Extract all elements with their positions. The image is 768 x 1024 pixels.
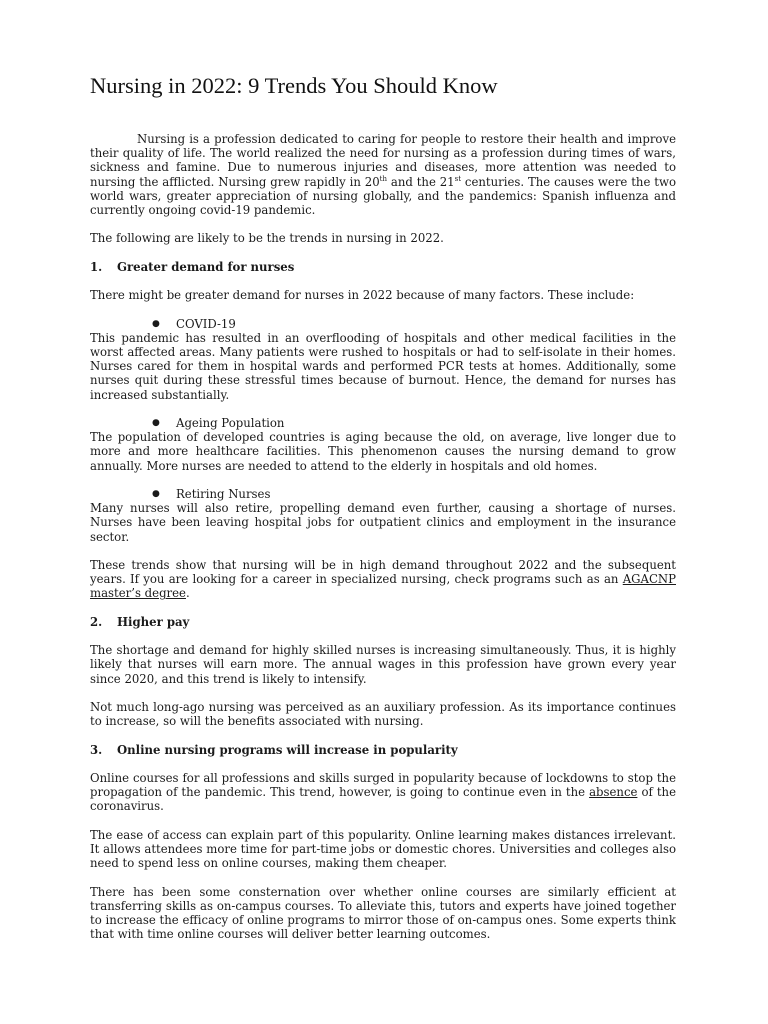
absence-link[interactable]: absence: [589, 785, 638, 800]
section-heading-1: 1. Greater demand for nurses: [90, 259, 295, 274]
section-1-conclusion: These trends show that nursing will be in high demand throughout 2022 and the subsequent years. If you are looking for a career in specialized nursing, check programs such as an AGACNP master’s degree.: [90, 557, 676, 601]
intro-trends-paragraph: The following are likely to be the trends in nursing in 2022.: [90, 231, 444, 246]
bullet-dot-icon: ●: [152, 318, 160, 329]
section-3-paragraph-1: Online courses for all professions and skills surged in popularity because of lockdowns to stop the propagation of the pandemic. This trend, however, is going to continue even in the absence of the coronavirus.: [90, 770, 676, 814]
bullet-covid: ● COVID-19: [152, 316, 236, 331]
intro-paragraph: Nursing is a profession dedicated to caring for people to restore their health and improve their quality of life. The world realized the need for nursing as a profession during times of wars, sickness and famine. Due to numerous injuries and diseases, more attention was needed to nursing the afflicted. Nursing grew rapidly in 20th and the 21st centuries. The causes were the two world wars, greater appreciation of nursing globally, and the pandemics: Spanish influenza and currently ongoing covid-19 pandemic.: [90, 132, 676, 218]
section-2-paragraph-1: The shortage and demand for highly skilled nurses is increasing simultaneously. Thus, it is highly likely that nurses will earn more. The annual wages in this profession have grown every year since 2020, and this trend is likely to intensify.: [90, 643, 676, 686]
section-3-paragraph-2: The ease of access can explain part of this popularity. Online learning makes distances irrelevant. It allows attendees more time for part-time jobs or domestic chores. Universities and colleges also need to spend less on online courses, making them cheaper.: [90, 827, 676, 871]
section-3-paragraph-3: There has been some consternation over whether online courses are similarly efficient at transferring skills as on-campus courses. To alleviate this, tutors and experts have joined together to increase the efficacy of online programs to mirror those of on-campus ones. Some experts think that with time online courses will deliver better learning outcomes.: [90, 884, 676, 942]
page-title: Nursing in 2022: 9 Trends You Should Know: [90, 73, 498, 98]
bullet-retiring-nurses: ● Retiring Nurses: [152, 486, 271, 501]
section-1-paragraph: There might be greater demand for nurses in 2022 because of many factors. These include:: [90, 288, 635, 303]
agacnp-link[interactable]: AGACNP master’s degree: [90, 572, 676, 601]
bullet-dot-icon: ●: [152, 488, 160, 499]
section-2-paragraph-2: Not much long-ago nursing was perceived as an auxiliary profession. As its importance continues to increase, so will the benefits associated with nursing.: [90, 699, 676, 729]
bullet-ageing-population: ● Ageing Population: [152, 415, 285, 430]
covid-paragraph: This pandemic has resulted in an overflooding of hospitals and other medical facilities in the worst affected areas. Many patients were rushed to hospitals or had to self-isolate in their homes. Nurses cared for them in hospital wards and performed PCR tests at homes. Additionally, some nurses quit during these stressful times because of burnout. Hence, the demand for nurses has increased substantially.: [90, 330, 676, 402]
bullet-dot-icon: ●: [152, 417, 160, 428]
ageing-population-paragraph: The population of developed countries is aging because the old, on average, live longer due to more and more healthcare facilities. This phenomenon causes the nursing demand to grow annually. More nurses are needed to attend to the elderly in hospitals and old homes.: [90, 430, 676, 473]
section-heading-3: 3. Online nursing programs will increase in popularity: [90, 742, 458, 757]
document-body: [90, 132, 676, 941]
section-heading-2: 2. Higher pay: [90, 614, 190, 629]
retiring-nurses-paragraph: Many nurses will also retire, propelling demand even further, causing a shortage of nurses. Nurses have been leaving hospital jobs for outpatient clinics and employment in the insurance sector.: [90, 501, 676, 544]
